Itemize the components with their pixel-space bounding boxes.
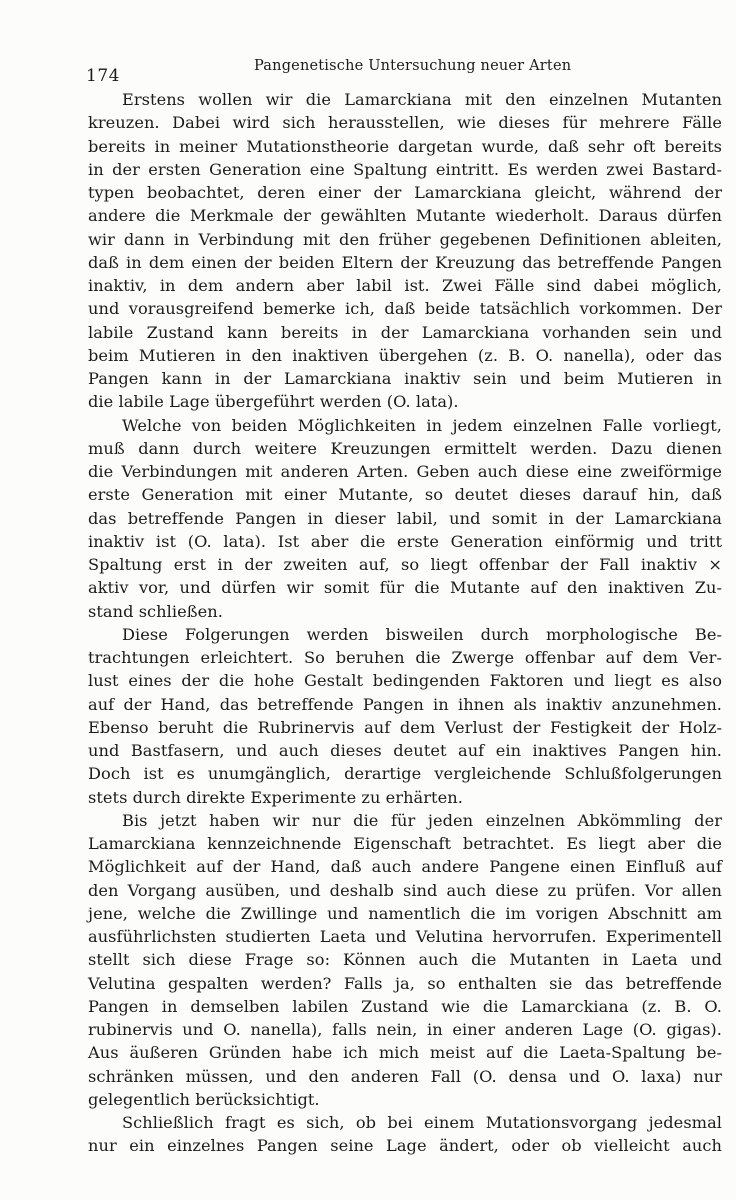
text-line: Doch ist es unumgänglich, derartige vergleichende Schlußfolgerungen xyxy=(88,764,722,784)
text-line: lust eines der die hohe Gestalt bedingenden Faktoren und liegt es also xyxy=(88,671,722,691)
text-line: aktiv vor, und dürfen wir somit für die Mutante auf den inaktiven Zu- xyxy=(88,578,722,598)
text-line: kreuzen. Dabei wird sich herausstellen, wie dieses für mehrere Fälle xyxy=(88,113,722,133)
text-line: Diese Folgerungen werden bisweilen durch morphologische Be- xyxy=(122,624,722,644)
text-line: Spaltung erst in der zweiten auf, so liegt offenbar der Fall inaktiv × xyxy=(88,555,722,574)
text-line: muß dann durch weitere Kreuzungen ermittelt werden. Dazu dienen xyxy=(88,438,722,458)
text-line: Bis jetzt haben wir nur die für jeden einzelnen Abkömmling der xyxy=(122,810,722,830)
text-line: stand schließen. xyxy=(88,601,223,621)
text-line: gelegentlich berücksichtigt. xyxy=(88,1089,320,1109)
paragraph-3 xyxy=(88,623,722,809)
text-line: und Bastfasern, und auch dieses deutet auf ein inaktives Pangen hin. xyxy=(88,741,722,760)
paragraph-4 xyxy=(88,809,722,1111)
text-line: Aus äußeren Gründen habe ich mich meist auf die Laeta-Spaltung be- xyxy=(88,1043,722,1063)
text-line: Velutina gespalten werden? Falls ja, so enthalten sie das betreffende xyxy=(88,973,722,993)
text-line: inaktiv ist (O. lata). Ist aber die erste Generation einförmig und tritt xyxy=(88,531,722,551)
text-line: und vorausgreifend bemerke ich, daß beide tatsächlich vorkommen. Der xyxy=(88,299,722,319)
text-line: beim Mutieren in den inaktiven übergehen (z. B. O. nanella), oder das xyxy=(88,345,722,365)
text-line: schränken müssen, und den anderen Fall (O. densa und O. laxa) nur xyxy=(88,1066,722,1086)
page-number: 174 xyxy=(86,66,120,86)
text-line: Erstens wollen wir die Lamarckiana mit den einzelnen Mutanten xyxy=(122,90,722,109)
body-text xyxy=(88,88,722,1158)
text-line: wir dann in Verbindung mit den früher gegebenen Definitionen ableiten, xyxy=(88,229,722,249)
text-line: Welche von beiden Möglichkeiten in jedem einzelnen Falle vorliegt, xyxy=(122,415,722,435)
text-line: andere die Merkmale der gewählten Mutante wiederholt. Daraus dürfen xyxy=(88,206,722,226)
text-line: in der ersten Generation eine Spaltung eintritt. Es werden zwei Bastard- xyxy=(88,159,722,179)
paragraph-1 xyxy=(88,88,722,414)
text-line: jene, welche die Zwillinge und namentlich die im vorigen Abschnitt am xyxy=(88,903,722,923)
text-line: den Vorgang ausüben, und deshalb sind auch diese zu prüfen. Vor allen xyxy=(88,880,722,900)
text-line: Lamarckiana kennzeichnende Eigenschaft betrachtet. Es liegt aber die xyxy=(88,834,722,853)
text-line: typen beobachtet, deren einer der Lamarckiana gleicht, während der xyxy=(88,183,722,202)
text-line: erste Generation mit einer Mutante, so deutet dieses darauf hin, daß xyxy=(88,485,722,505)
text-line: Möglichkeit auf der Hand, daß auch andere Pangene einen Einfluß auf xyxy=(88,857,722,877)
page-header xyxy=(86,58,726,86)
text-line: inaktiv, in dem andern aber labil ist. Zwei Fälle sind dabei möglich, xyxy=(88,276,722,295)
paragraph-2 xyxy=(88,414,722,623)
paragraph-5 xyxy=(88,1111,722,1158)
text-line: die Verbindungen mit anderen Arten. Geben auch diese eine zweiförmige xyxy=(88,462,722,481)
text-line: das betreffende Pangen in dieser labil, und somit in der Lamarckiana xyxy=(88,508,722,528)
text-line: Pangen kann in der Lamarckiana inaktiv sein und beim Mutieren in xyxy=(88,369,722,388)
text-line: daß in dem einen der beiden Eltern der Kreuzung das betreffende Pangen xyxy=(88,252,722,272)
text-line: auf der Hand, das betreffende Pangen in ihnen als inaktiv anzunehmen. xyxy=(88,694,722,714)
text-line: Pangen in demselben labilen Zustand wie die Lamarckiana (z. B. O. xyxy=(88,996,722,1016)
text-line: Ebenso beruht die Rubrinervis auf dem Verlust der Festigkeit der Holz- xyxy=(88,717,722,737)
text-line: nur ein einzelnes Pangen seine Lage ändert, oder ob vielleicht auch xyxy=(88,1136,722,1156)
text-line: bereits in meiner Mutationstheorie dargetan wurde, daß sehr oft bereits xyxy=(88,136,722,156)
text-line: stellt sich diese Frage so: Können auch die Mutanten in Laeta und xyxy=(88,950,722,970)
text-line: Schließlich fragt es sich, ob bei einem Mutationsvorgang jedesmal xyxy=(122,1113,722,1132)
text-line: die labile Lage übergeführt werden (O. lata). xyxy=(88,392,459,412)
text-line: labile Zustand kann bereits in der Lamarckiana vorhanden sein und xyxy=(88,322,722,342)
text-line: ausführlichsten studierten Laeta und Velutina hervorrufen. Experimentell xyxy=(88,927,722,946)
running-title: Pangenetische Untersuchung neuer Arten xyxy=(254,58,572,74)
text-line: stets durch direkte Experimente zu erhärten. xyxy=(88,787,463,807)
text-line: rubinervis und O. nanella), falls nein, in einer anderen Lage (O. gigas). xyxy=(88,1020,722,1039)
text-line: trachtungen erleichtert. So beruhen die Zwerge offenbar auf dem Ver- xyxy=(88,648,722,667)
